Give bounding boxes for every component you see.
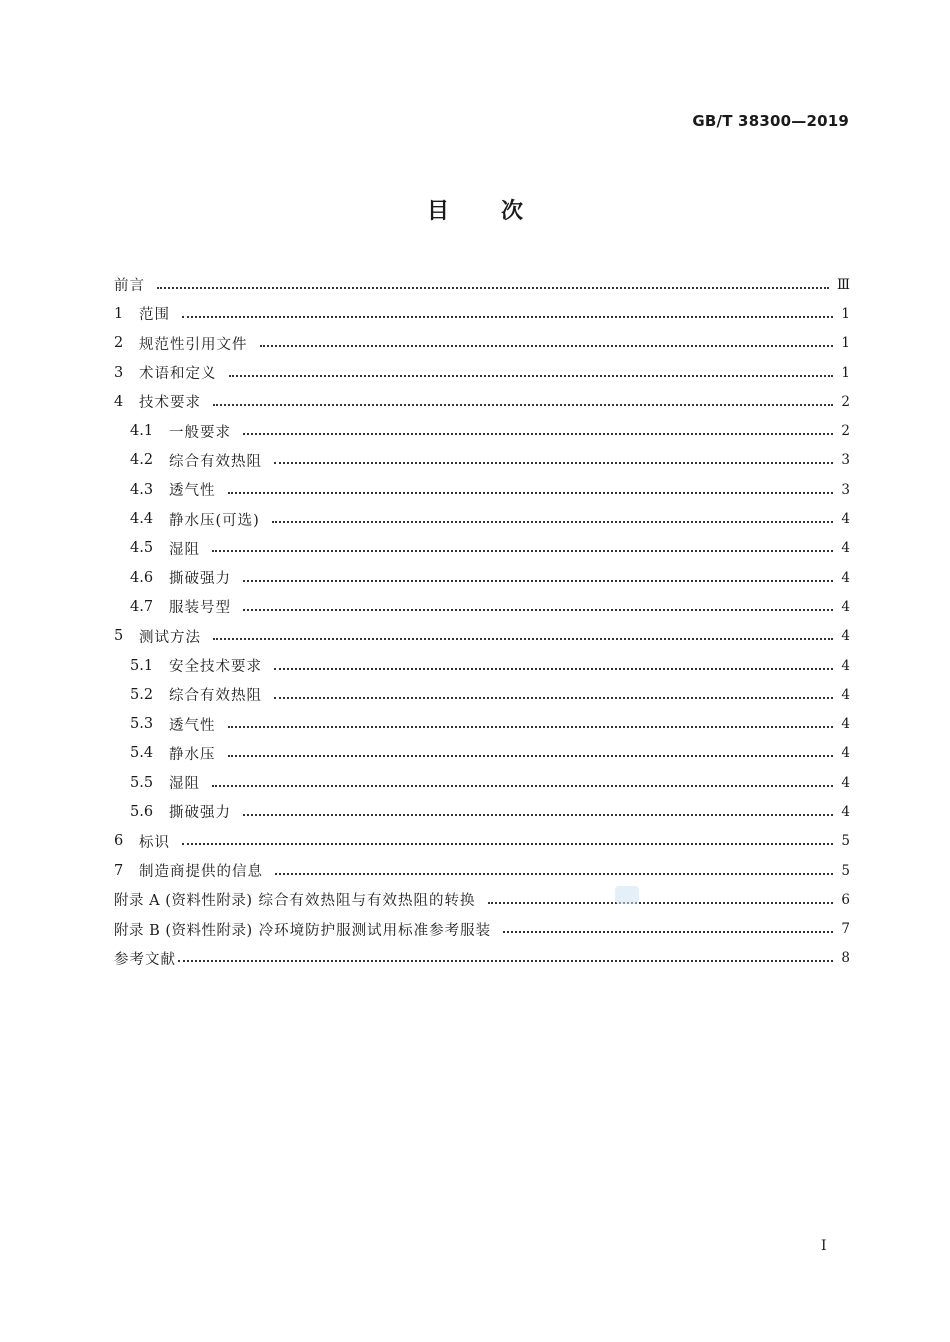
- toc-page: 4: [841, 716, 850, 733]
- toc-page: 4: [841, 686, 850, 703]
- toc-page: 5: [841, 833, 850, 850]
- toc-entry[interactable]: [114, 416, 850, 445]
- toc-page: 2: [841, 393, 850, 410]
- page-number: I: [821, 1238, 827, 1254]
- toc-entry[interactable]: [114, 885, 850, 914]
- toc-entry[interactable]: [114, 739, 850, 768]
- toc-entry[interactable]: [114, 563, 850, 592]
- dot-leader: [228, 492, 834, 494]
- toc-entry[interactable]: [114, 534, 850, 563]
- toc-number: 4.2: [130, 452, 154, 469]
- toc-number: 4.7: [130, 598, 154, 615]
- toc-page: 4: [841, 540, 850, 557]
- toc-entry[interactable]: [114, 944, 850, 973]
- toc-label: 技术要求: [139, 395, 201, 412]
- dot-leader: [274, 462, 833, 464]
- dot-leader: [213, 404, 833, 406]
- toc-entry[interactable]: [114, 358, 850, 387]
- dot-leader: [272, 521, 834, 523]
- toc-entry[interactable]: [114, 709, 850, 738]
- toc-label: 综合有效热阻与有效热阻的转换: [258, 893, 476, 910]
- toc-entry[interactable]: [114, 856, 850, 885]
- toc-page: 1: [841, 335, 850, 352]
- page-title: 目次: [426, 199, 575, 224]
- toc-number: 5.3: [130, 716, 154, 733]
- toc-entry[interactable]: [114, 270, 850, 299]
- toc-number: 4.6: [130, 569, 154, 586]
- toc-entry[interactable]: [114, 797, 850, 826]
- dot-leader: [260, 345, 834, 347]
- toc-entry[interactable]: [114, 299, 850, 328]
- toc-label: 一般要求: [169, 424, 231, 441]
- toc-label: 测试方法: [139, 629, 201, 646]
- toc-page: 4: [841, 745, 850, 762]
- toc-page: 6: [841, 891, 850, 908]
- toc-number: 5.1: [130, 657, 154, 674]
- dot-leader: [243, 580, 833, 582]
- dot-leader: [182, 843, 833, 845]
- dot-leader: [274, 668, 833, 670]
- toc-number: 2: [114, 335, 124, 352]
- toc-number: 5.6: [130, 803, 154, 820]
- toc-entry[interactable]: [114, 475, 850, 504]
- toc-entry[interactable]: [114, 915, 850, 944]
- toc-page: Ⅲ: [836, 276, 850, 293]
- toc-number: 4.5: [130, 540, 154, 557]
- toc-number: 5.2: [130, 686, 154, 703]
- toc-appendix-tag: 附录 B (资料性附录): [114, 922, 253, 939]
- toc-appendix-tag: 附录 A (资料性附录): [114, 893, 253, 910]
- toc-label: 制造商提供的信息: [139, 864, 263, 881]
- dot-leader: [212, 550, 833, 552]
- dot-leader: [243, 433, 833, 435]
- toc-label: 服装号型: [169, 600, 231, 617]
- toc-page: 4: [841, 803, 850, 820]
- toc-page: 4: [841, 598, 850, 615]
- toc-page: 4: [841, 657, 850, 674]
- toc-label: 撕破强力: [169, 571, 231, 588]
- toc-entry[interactable]: [114, 592, 850, 621]
- dot-leader: [488, 902, 834, 904]
- dot-leader: [157, 287, 829, 289]
- dot-leader: [228, 755, 834, 757]
- toc-page: 5: [841, 862, 850, 879]
- toc-label: 综合有效热阻: [169, 453, 262, 470]
- toc-entry[interactable]: [114, 768, 850, 797]
- toc-label: 冷环境防护服测试用标准参考服装: [258, 922, 492, 939]
- toc-entry[interactable]: [114, 387, 850, 416]
- toc-label: 透气性: [169, 483, 216, 500]
- dot-leader: [229, 375, 834, 377]
- toc-label: 术语和定义: [139, 366, 217, 383]
- toc-number: 4: [114, 393, 124, 410]
- dot-leader: [243, 814, 833, 816]
- toc-number: 4.3: [130, 481, 154, 498]
- toc-entry[interactable]: [114, 680, 850, 709]
- toc-label: 前言: [114, 278, 145, 295]
- toc-entry[interactable]: [114, 329, 850, 358]
- toc-label: 规范性引用文件: [139, 336, 248, 353]
- toc-page: 7: [841, 921, 850, 938]
- toc-label: 撕破强力: [169, 805, 231, 822]
- toc-number: 5.5: [130, 774, 154, 791]
- toc-label: 参考文献: [114, 951, 176, 968]
- dot-leader: [274, 697, 833, 699]
- dot-leader: [212, 785, 833, 787]
- dot-leader: [182, 316, 833, 318]
- toc-label: 综合有效热阻: [169, 688, 262, 705]
- toc-page: 4: [841, 628, 850, 645]
- dot-leader: [243, 609, 833, 611]
- toc-entry[interactable]: [114, 504, 850, 533]
- toc-page: 1: [841, 364, 850, 381]
- toc-number: 7: [114, 862, 124, 879]
- toc-entry[interactable]: [114, 827, 850, 856]
- toc-page: 4: [841, 511, 850, 528]
- toc-label: 安全技术要求: [169, 659, 262, 675]
- toc-label: 静水压: [169, 746, 216, 763]
- toc-number: 5.4: [130, 745, 154, 762]
- toc-page: 3: [841, 481, 850, 498]
- dot-leader: [503, 931, 833, 933]
- toc-page: 4: [841, 569, 850, 586]
- dot-leader: [213, 638, 833, 640]
- toc-entry[interactable]: [114, 622, 850, 651]
- toc-page: 2: [841, 423, 850, 440]
- toc-number: 6: [114, 833, 124, 850]
- toc-number: 3: [114, 364, 124, 381]
- toc-number: 4.4: [130, 511, 154, 528]
- toc-label: 标识: [139, 834, 170, 851]
- dot-leader: [275, 873, 833, 875]
- dot-leader: [228, 726, 834, 728]
- toc-page: 3: [841, 452, 850, 469]
- toc-label: 静水压(可选): [169, 512, 260, 529]
- toc-label: 湿阻: [169, 776, 200, 793]
- watermark-logo: [615, 886, 639, 904]
- toc-label: 湿阻: [169, 541, 200, 558]
- toc-page: 1: [841, 305, 850, 322]
- toc-number: 1: [114, 305, 124, 322]
- toc-number: 5: [114, 628, 124, 645]
- toc-label: 范围: [139, 307, 170, 324]
- dot-leader: [178, 960, 833, 962]
- toc-entry[interactable]: [114, 651, 850, 680]
- table-of-contents: [114, 270, 850, 973]
- toc-label: 透气性: [169, 717, 216, 734]
- toc-number: 4.1: [130, 423, 154, 440]
- standard-number: GB/T 38300—2019: [692, 112, 849, 130]
- toc-entry[interactable]: [114, 446, 850, 475]
- toc-page: 4: [841, 774, 850, 791]
- toc-page: 8: [841, 950, 850, 967]
